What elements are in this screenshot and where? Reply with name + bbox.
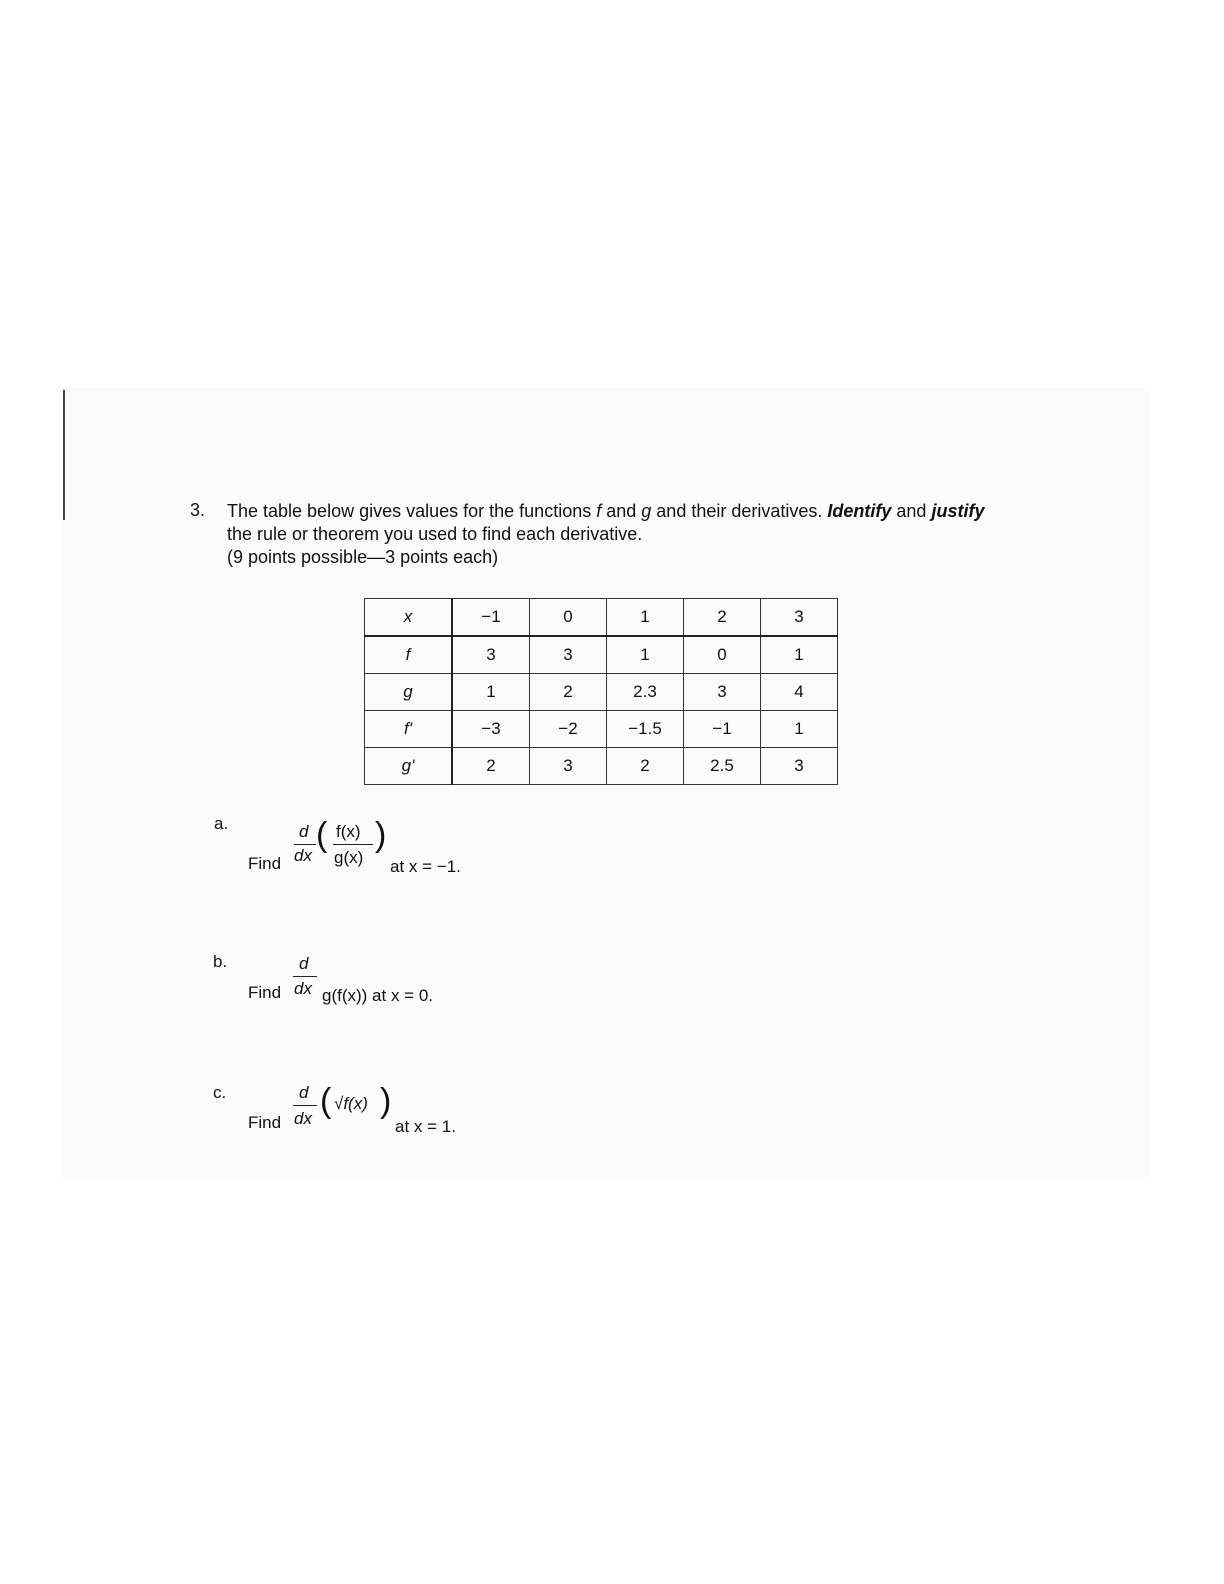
part-c-left-paren: (	[320, 1082, 332, 1120]
values-table	[364, 598, 838, 785]
part-b-d: d	[299, 954, 309, 973]
prompt-g: g	[641, 501, 652, 521]
prompt-identify: Identify	[827, 501, 892, 521]
table-row-g-prime	[365, 748, 838, 785]
table-row-g	[365, 674, 838, 711]
table-cell: 1	[761, 636, 838, 674]
part-b-expr: g(f(x)) at x = 0.	[322, 986, 433, 1005]
table-cell: 3	[530, 636, 607, 674]
table-cell: −1	[452, 599, 530, 637]
prompt-and: and	[891, 501, 932, 521]
part-a-left-paren: (	[316, 816, 328, 854]
part-a-quotient-bar	[333, 844, 373, 845]
part-c-d-bar	[293, 1105, 317, 1106]
table-cell: 3	[452, 636, 530, 674]
part-a-d: d	[299, 822, 309, 841]
part-b-dx: dx	[294, 979, 312, 998]
table-cell: 3	[761, 599, 838, 637]
part-a-letter: a.	[214, 814, 229, 833]
table-cell: −1.5	[607, 711, 684, 748]
part-a-d-bar	[294, 844, 316, 845]
table-cell: 0	[530, 599, 607, 637]
table-cell: 1	[761, 711, 838, 748]
part-a-at: at x = −1.	[390, 857, 461, 876]
part-a-denominator: g(x)	[334, 848, 364, 867]
table-row-f-prime	[365, 711, 838, 748]
prompt-f: f	[596, 501, 602, 521]
prompt-justify: justify	[931, 501, 985, 521]
margin-line	[63, 390, 65, 520]
prompt-line-1	[227, 500, 1047, 523]
part-c-right-paren: )	[380, 1082, 392, 1120]
table-cell: −3	[452, 711, 530, 748]
part-c-at: at x = 1.	[395, 1117, 456, 1136]
part-c-letter: c.	[213, 1083, 227, 1102]
table-cell: −2	[530, 711, 607, 748]
question-prompt	[227, 500, 1047, 569]
table-cell: 2	[530, 674, 607, 711]
part-c-expr: √f(x)	[334, 1094, 368, 1113]
row-label: f	[365, 636, 453, 674]
table-cell: 2.5	[684, 748, 761, 785]
part-a-numerator: f(x)	[336, 822, 361, 841]
table-cell: 2.3	[607, 674, 684, 711]
part-a-right-paren: )	[375, 816, 387, 854]
prompt-line-3: (9 points possible—3 points each)	[227, 547, 499, 567]
table-cell: 2	[607, 748, 684, 785]
prompt-text-a: The table below gives values for the functions	[227, 501, 597, 521]
prompt-text-b: and	[601, 501, 642, 521]
table-cell: −1	[684, 711, 761, 748]
table-cell: 4	[761, 674, 838, 711]
table-cell: 3	[761, 748, 838, 785]
table-row-x	[365, 599, 838, 637]
table-cell: 0	[684, 636, 761, 674]
part-b-find: Find	[248, 983, 282, 1002]
table-cell: 2	[684, 599, 761, 637]
part-c-d: d	[299, 1083, 309, 1102]
prompt-text-c: and their derivatives.	[651, 501, 828, 521]
row-label: g	[365, 674, 453, 711]
table-cell: 1	[607, 636, 684, 674]
part-c-find: Find	[248, 1113, 282, 1132]
row-label: f'	[365, 711, 453, 748]
row-label: g'	[365, 748, 453, 785]
part-c-dx: dx	[294, 1109, 312, 1128]
part-b-letter: b.	[213, 952, 228, 971]
prompt-line-2: the rule or theorem you used to find each derivative.	[227, 524, 643, 544]
table-cell: 2	[452, 748, 530, 785]
table-cell: 3	[530, 748, 607, 785]
table-cell: 1	[607, 599, 684, 637]
table-row-f	[365, 636, 838, 674]
table-cell: 1	[452, 674, 530, 711]
part-a-find: Find	[248, 854, 282, 873]
table-cell: 3	[684, 674, 761, 711]
row-label: x	[365, 599, 453, 637]
part-b-d-bar	[293, 976, 317, 977]
part-a-dx: dx	[294, 846, 312, 865]
question-number: 3.	[190, 500, 206, 520]
